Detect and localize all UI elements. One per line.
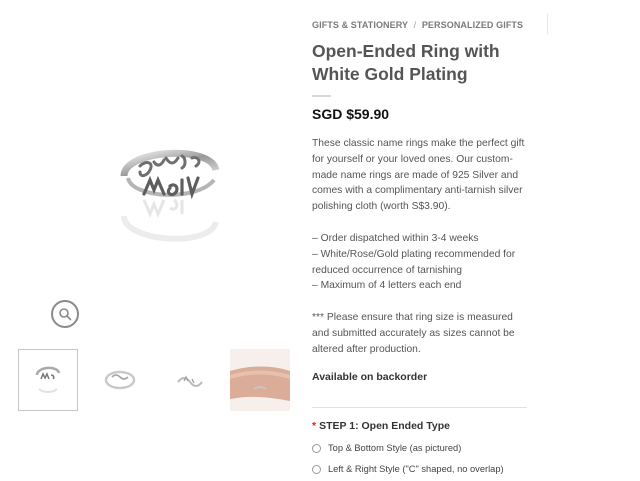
option-label-left-right: Left & Right Style ("C" shaped, no overlap) <box>328 464 504 474</box>
thumbnail-1[interactable] <box>18 349 78 411</box>
breadcrumb-link-gifts[interactable]: GIFTS & STATIONERY <box>312 20 408 30</box>
option-step-label <box>312 420 450 432</box>
bullet-letters: – Maximum of 4 letters each end <box>312 280 462 292</box>
radio-top-bottom[interactable] <box>312 444 321 453</box>
sidebar-divider <box>547 14 548 34</box>
description-note: *** Please ensure that ring size is measured and submitted accurately as sizes cannot be altered after production. <box>312 312 515 355</box>
options-divider <box>312 407 527 408</box>
bullet-plating: – White/Rose/Gold plating recommended for reduced occurrence of tarnishing <box>312 248 516 276</box>
option-left-right[interactable] <box>312 464 504 474</box>
product-price: SGD $59.90 <box>312 106 390 122</box>
bullet-dispatch: – Order dispatched within 3-4 weeks <box>312 232 479 244</box>
thumbnail-3[interactable] <box>160 349 220 411</box>
ring-on-hand-thumbnail <box>230 349 290 411</box>
breadcrumb-link-personalized[interactable]: PERSONALIZED GIFTS <box>421 20 524 30</box>
option-top-bottom[interactable] <box>312 443 461 453</box>
description-bullets <box>312 231 530 294</box>
name-ring-image <box>110 136 234 286</box>
radio-left-right[interactable] <box>312 465 321 474</box>
thumbnail-2[interactable] <box>90 349 150 411</box>
product-description <box>312 136 530 374</box>
breadcrumb <box>312 20 523 30</box>
option-label-top-bottom: Top & Bottom Style (as pictured) <box>328 443 462 453</box>
ring-thumbnail-3 <box>175 373 205 387</box>
required-marker: * <box>312 420 317 432</box>
ring-thumbnail-1 <box>33 363 63 397</box>
zoom-button[interactable] <box>51 300 79 328</box>
breadcrumb-separator: / <box>413 20 417 30</box>
thumbnail-strip <box>18 349 296 413</box>
product-main-image[interactable] <box>14 10 296 336</box>
title-divider <box>312 95 331 97</box>
step-label-text: STEP 1: Open Ended Type <box>319 420 450 432</box>
description-intro: These classic name rings make the perfect gift for yourself or your loved ones. Our custom-made name rings are made of 925 Silver and comes with a complimentary anti-tarnish silver polishing cloth (worth S$3.90). <box>312 138 525 213</box>
product-title: Open-Ended Ring with White Gold Plating <box>312 41 500 84</box>
availability-status: Available on backorder <box>312 371 428 383</box>
zoom-magnifier-icon <box>58 307 72 321</box>
ring-thumbnail-2 <box>102 367 138 393</box>
thumbnail-4[interactable] <box>230 349 290 411</box>
